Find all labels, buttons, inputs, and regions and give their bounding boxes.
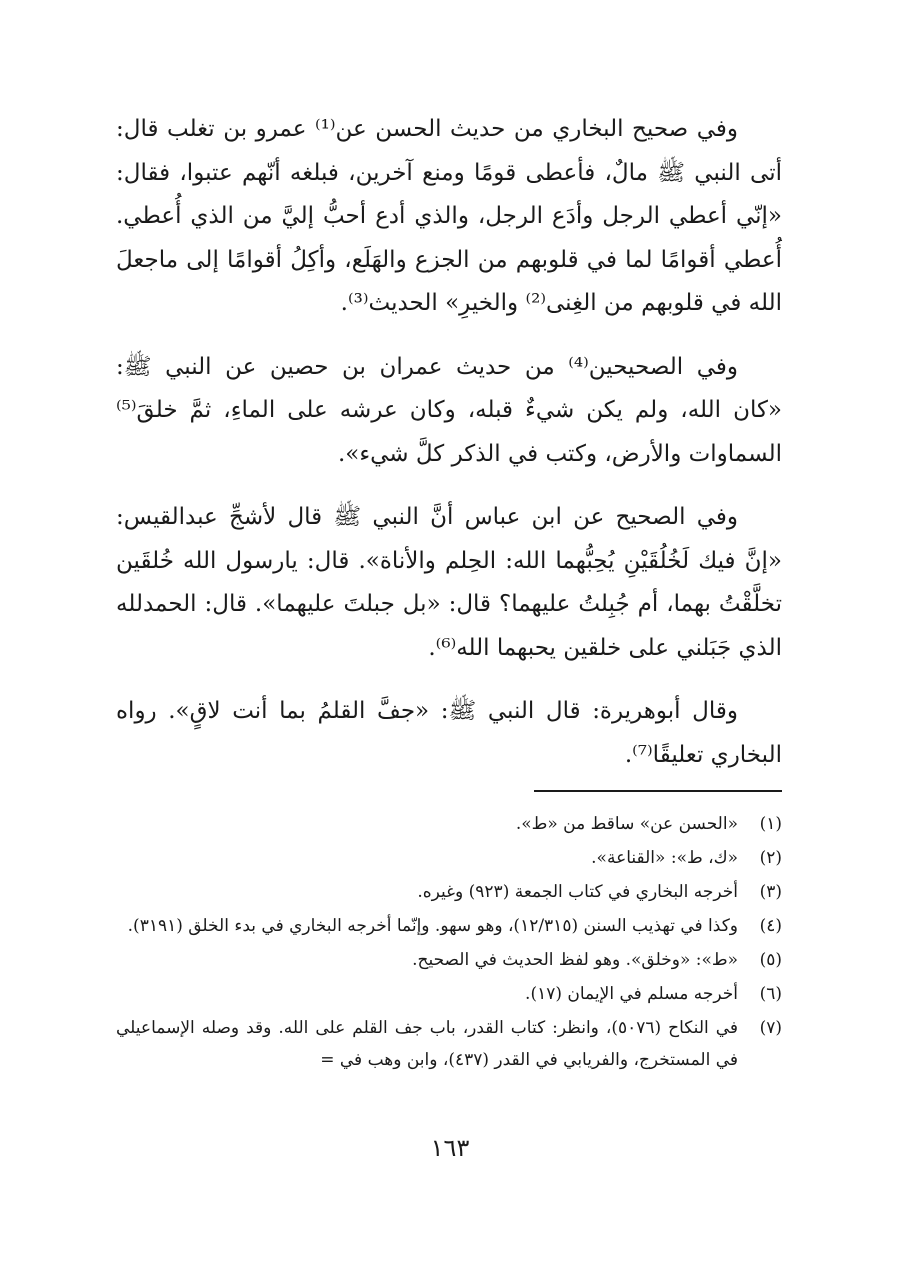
main-text	[116, 108, 782, 797]
footnote-text: أخرجه البخاري في كتاب الجمعة (٩٢٣) وغيره.	[417, 882, 738, 902]
footnote-number: (٥)	[759, 950, 782, 970]
paragraph-imran-ibn-husayn: وفي الصحيحين⁽⁴⁾ من حديث عمران بن حصين عن النبي ﷺ: «كان الله، ولم يكن شيءٌ قبله، وكان عرشه على الماءِ، ثمَّ خلقَ⁽⁵⁾ السماوات والأرض، وكتب في الذكر كلَّ شيء».	[116, 353, 782, 467]
footnote-item	[116, 944, 782, 976]
footnote-text: وكذا في تهذيب السنن (١٢/٣١٥)، وهو سهو. وإنّما أخرجه البخاري في بدء الخلق (٣١٩١).	[127, 916, 738, 936]
footnote-number: (٤)	[759, 916, 782, 936]
footnote-number: (٣)	[759, 882, 782, 902]
footnote-item	[116, 876, 782, 908]
footnote-number: (١)	[759, 814, 782, 834]
footnotes	[116, 808, 782, 1078]
footnote-text: «ط»: «وخلق». وهو لفظ الحديث في الصحيح.	[412, 950, 738, 970]
footnote-number: (٦)	[759, 984, 782, 1004]
footnote-text: في النكاح (٥٠٧٦)، وانظر: كتاب القدر، باب جف القلم على الله. وقد وصله الإسماعيلي في المستخرج، والفريابي في القدر (٤٣٧)، وابن وهب في =	[116, 1018, 738, 1070]
footnote-text: أخرجه مسلم في الإيمان (١٧).	[525, 984, 738, 1004]
footnote-text: «ك، ط»: «القناعة».	[591, 848, 738, 868]
paragraph-ibn-abbas-ashajj: وفي الصحيح عن ابن عباس أنَّ النبي ﷺ قال لأشجِّ عبدالقيس: «إنَّ فيك لَخُلُقَيْنِ يُحِبُّهما الله: الحِلم والأناة». قال: يارسول الله خُلقَين تخلَّقْتُ بهما، أم جُبِلتُ عليهما؟ قال: «بل جبلتَ عليهما». قال: الحمدلله الذي جَبَلني على خلقين يحبهما الله⁽⁶⁾.	[116, 504, 782, 661]
footnote-item	[116, 978, 782, 1010]
page-number: ١٦٣	[430, 1134, 470, 1162]
paragraph-abu-hurayra: وقال أبوهريرة: قال النبي ﷺ: «جفَّ القلمُ بما أنت لاقٍ». رواه البخاري تعليقًا⁽⁷⁾.	[116, 698, 782, 768]
footnote-number: (٢)	[759, 848, 782, 868]
footnote-number: (٧)	[759, 1018, 782, 1038]
footnote-divider	[534, 790, 782, 792]
footnote-text: «الحسن عن» ساقط من «ط».	[515, 814, 738, 834]
footnote-item	[116, 808, 782, 840]
paragraph-bukhari-amr-ibn-taghlib: وفي صحيح البخاري من حديث الحسن عن⁽¹⁾ عمرو بن تغلب قال: أتى النبي ﷺ مالٌ، فأعطى قومًا ومنع آخرين، فبلغه أنّهم عتبوا، فقال: «إنّي أعطي الرجل وأدَع الرجل، والذي أدع أحبُّ إليَّ من الذي أُعطي. أُعطي أقوامًا لما في قلوبهم من الجزع والهَلَع، وأكِلُ أقوامًا إلى ماجعلَ الله في قلوبهم من الغِنى⁽²⁾ والخيرِ» الحديث⁽³⁾.	[116, 116, 782, 316]
footnote-item	[116, 910, 782, 942]
footnote-item	[116, 842, 782, 874]
footnote-item	[116, 1012, 782, 1076]
